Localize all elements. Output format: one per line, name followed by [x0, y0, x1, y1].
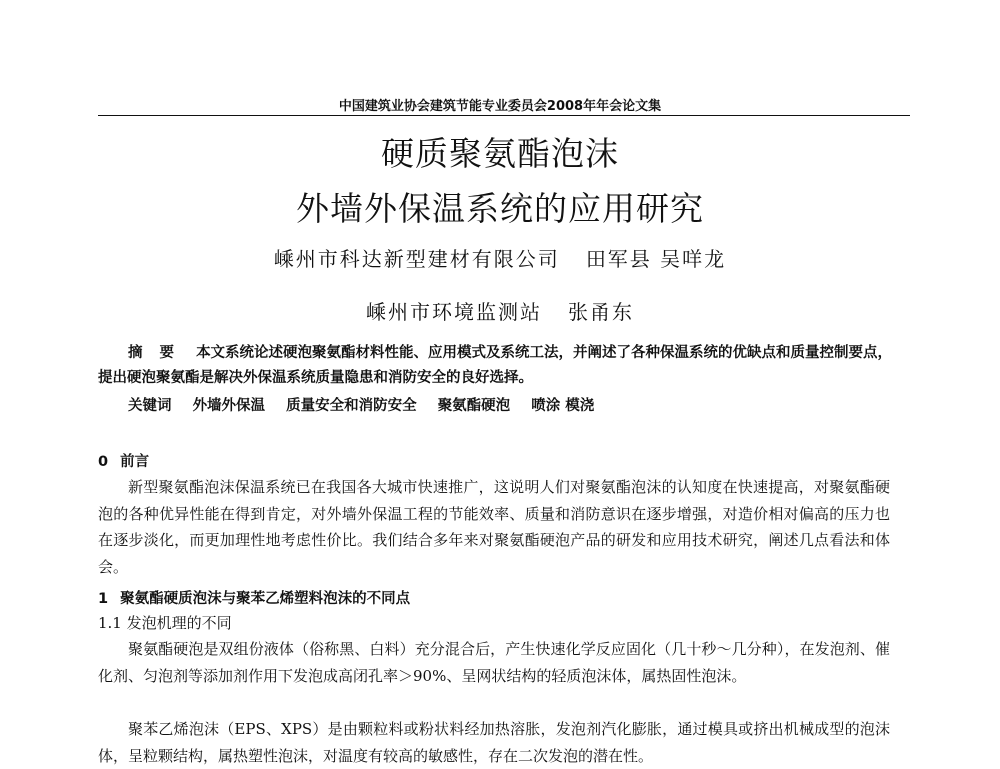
body-paragraph-3: 聚苯乙烯泡沫（EPS、XPS）是由颗粒料或粉状料经加热溶胀，发泡剂汽化膨胀，通过模具或挤出机械成型的泡沫体，呈粒颗结构，属热塑性泡沫，对温度有较高的敏感性，存在二次发泡的潜在性。: [98, 720, 890, 765]
abstract: [98, 340, 898, 390]
keyword: 外墙外保温: [192, 397, 266, 414]
author-line-1: [0, 243, 1000, 272]
header-rule: [98, 115, 910, 116]
author-names: 田军县 吴咩龙: [585, 247, 727, 271]
section-heading-1: [98, 587, 410, 608]
body-paragraph-2: 聚氨酯硬泡是双组份液体（俗称黑、白料）充分混合后，产生快速化学反应固化（几十秒～几分种），在发泡剂、催化剂、匀泡剂等添加剂作用下发泡成高闭孔率＞90%、呈网状结构的轻质泡沫体，属热固性泡沫。: [98, 640, 890, 685]
author-affiliation: 嵊州市环境监测站: [366, 300, 542, 324]
author-affiliation: 嵊州市科达新型建材有限公司: [273, 247, 560, 271]
keyword: 质量安全和消防安全: [286, 397, 417, 414]
keyword: 喷涂 模浇: [531, 397, 595, 414]
body-paragraph-1: 新型聚氨酯泡沫保温系统已在我国各大城市快速推广，这说明人们对聚氨酯泡沫的认知度在快速提高，对聚氨酯硬泡的各种优异性能在得到肯定，对外墙外保温工程的节能效率、质量和消防意识在逐步增强，对造价相对偏高的压力也在逐步淡化，而更加理性地考虑性价比。我们结合多年来对聚氨酯硬泡产品的研发和应用技术研究，阐述几点看法和体会。: [98, 478, 890, 576]
keyword: 聚氨酯硬泡: [437, 397, 511, 414]
running-head: 中国建筑业协会建筑节能专业委员会2008年年会论文集: [338, 99, 662, 114]
section-number: 1: [98, 591, 109, 607]
subsection-heading: 1.1 发泡机理的不同: [98, 614, 232, 632]
section-heading-0: [98, 450, 149, 471]
author-names: 张甬东: [568, 300, 634, 324]
abstract-text: 本文系统论述硬泡聚氨酯材料性能、应用模式及系统工法，并阐述了各种保温系统的优缺点和质量控制要点，提出硬泡聚氨酯是解决外保温系统质量隐患和消防安全的良好选择。: [98, 344, 893, 386]
paper-title-line-2: 外墙外保温系统的应用研究: [296, 189, 704, 228]
paper-title-line-1: 硬质聚氨酯泡沫: [381, 134, 619, 173]
keywords: [128, 394, 610, 415]
section-title: 前言: [120, 454, 150, 470]
abstract-label: 摘 要: [128, 344, 181, 361]
section-number: 0: [98, 454, 109, 470]
keywords-label: 关键词: [128, 397, 172, 414]
section-title: 聚氨酯硬质泡沫与聚苯乙烯塑料泡沫的不同点: [120, 591, 411, 607]
author-line-2: [0, 296, 1000, 325]
